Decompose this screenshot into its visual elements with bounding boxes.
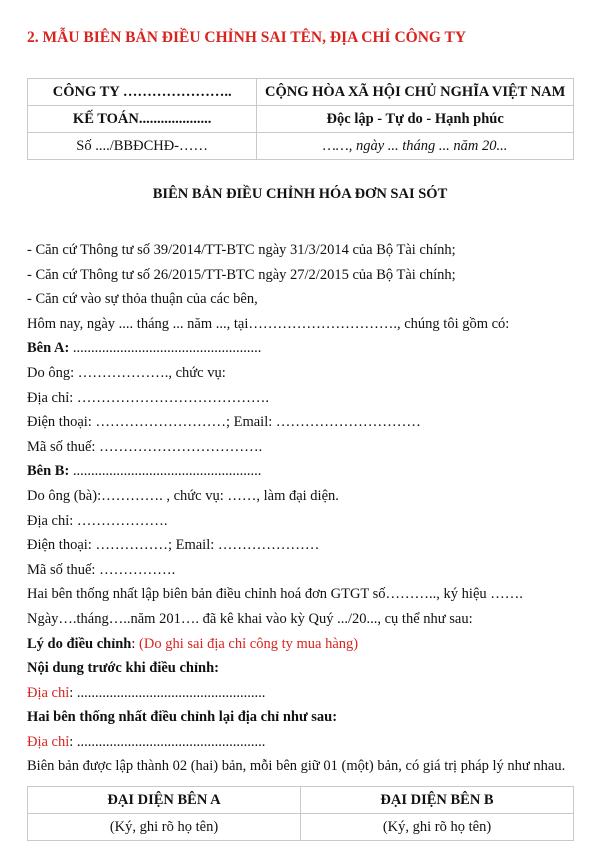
- document-number: Số ..../BBĐCHĐ-……: [28, 133, 257, 160]
- before-address-dots: : ....................................................: [69, 684, 266, 701]
- before-adjustment-heading: Nội dung trước khi điều chỉnh:: [27, 660, 219, 677]
- before-address-label: Địa chỉ: [27, 684, 70, 701]
- signature-note-b: (Ký, ghi rõ họ tên): [301, 814, 574, 841]
- meeting-line: Hôm nay, ngày .... tháng ... năm ..., tại…………………………., chúng tôi gồm có:: [27, 315, 510, 332]
- document-body: [27, 238, 587, 779]
- party-a-contact: Điện thoại: ………………………; Email: …………………………: [27, 414, 421, 431]
- party-a-address: Địa chỉ: ………………………………….: [27, 389, 270, 406]
- representative-a: ĐẠI DIỆN BÊN A: [28, 787, 301, 814]
- party-b-heading: [27, 459, 587, 484]
- reason-colon: :: [131, 635, 140, 652]
- before-address-line: [27, 681, 587, 706]
- republic-name: CỘNG HÒA XÃ HỘI CHỦ NGHĨA VIỆT NAM: [257, 79, 574, 106]
- party-b-tax-code: Mã số thuế: …………….: [27, 561, 176, 578]
- party-a-representative: Do ông: ………………., chức vụ:: [27, 364, 226, 381]
- after-address-line: [27, 730, 587, 755]
- legal-basis-2: - Căn cứ Thông tư số 26/2015/TT-BTC ngày 27/2/2015 của Bộ Tài chính;: [27, 266, 456, 283]
- party-a-tax-code: Mã số thuế: …………………………….: [27, 438, 263, 455]
- after-address-dots: : ....................................................: [69, 733, 266, 750]
- party-a-dots: ....................................................: [69, 340, 262, 357]
- party-b-dots: ....................................................: [69, 463, 262, 480]
- agreement-line-2: Ngày….tháng…..năm 201…. đã kê khai vào kỳ Quý .../20..., cụ thể như sau:: [27, 610, 473, 627]
- signature-table: [27, 786, 574, 841]
- party-b-address: Địa chỉ: ……………….: [27, 512, 168, 529]
- national-motto: Độc lập - Tự do - Hạnh phúc: [257, 106, 574, 133]
- signature-note-a: (Ký, ghi rõ họ tên): [28, 814, 301, 841]
- reason-value: (Do ghi sai địa chỉ công ty mua hàng): [139, 635, 359, 652]
- party-b-contact: Điện thoại: ……………; Email: …………………: [27, 537, 320, 554]
- accounting-dept: KẾ TOÁN....................: [28, 106, 257, 133]
- reason-line: [27, 632, 587, 657]
- legal-basis-1: - Căn cứ Thông tư số 39/2014/TT-BTC ngày 31/3/2014 của Bộ Tài chính;: [27, 242, 456, 258]
- reason-label: Lý do điều chỉnh: [27, 635, 132, 652]
- party-b-representative: Do ông (bà):…………. , chức vụ: ……, làm đại diện.: [27, 487, 339, 504]
- agreement-line-1: Hai bên thống nhất lập biên bản điều chỉnh hoá đơn GTGT số……….., ký hiệu …….: [27, 586, 523, 603]
- document-header-table: [27, 78, 574, 160]
- legal-basis-3: - Căn cứ vào sự thỏa thuận của các bên,: [27, 291, 258, 308]
- party-b-label: Bên B:: [27, 463, 70, 480]
- party-a-label: Bên A:: [27, 340, 70, 357]
- after-adjustment-heading: Hai bên thống nhất điều chỉnh lại địa chỉ như sau:: [27, 709, 338, 726]
- party-a-heading: [27, 336, 587, 361]
- representative-b: ĐẠI DIỆN BÊN B: [301, 787, 574, 814]
- company-name: CÔNG TY …………………..: [28, 79, 257, 106]
- document-title: BIÊN BẢN ĐIỀU CHỈNH HÓA ĐƠN SAI SÓT: [152, 186, 448, 202]
- document-date: ……, ngày ... tháng ... năm 20...: [257, 133, 574, 160]
- after-address-label: Địa chỉ: [27, 733, 70, 750]
- section-heading: 2. MẪU BIÊN BẢN ĐIỀU CHỈNH SAI TÊN, ĐỊA CHỈ CÔNG TY: [27, 29, 467, 46]
- closing-line: Biên bản được lập thành 02 (hai) bản, mỗi bên giữ 01 (một) bản, có giá trị pháp lý như nhau.: [27, 758, 566, 775]
